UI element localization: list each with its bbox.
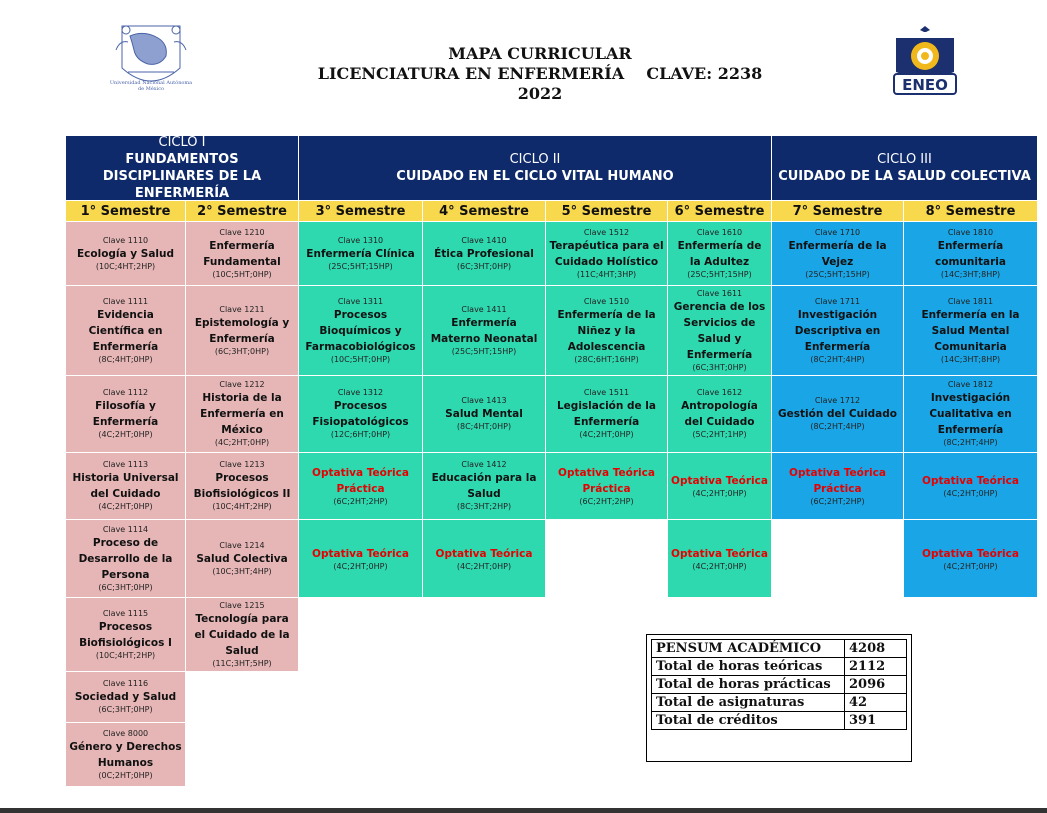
subject-card [423,376,545,452]
subject-credits: (4C;2HT;0HP) [579,430,634,439]
subject-card [66,286,185,375]
pensum-label: Total de horas teóricas [652,658,845,676]
subject-clave: Clave 1413 [461,396,507,405]
pensum-label: PENSUM ACADÉMICO [652,640,845,658]
subject-name: Optativa Teórica Práctica [312,467,409,495]
pensum-value: 42 [845,694,907,712]
semestre-1-header: 1° Semestre [66,201,185,221]
subject-name: Enfermería comunitaria [935,239,1006,268]
subject-card [66,222,185,285]
subject-name: Género y Derechos Humanos [69,740,182,769]
subject-credits: (10C;5HT;0HP) [212,269,272,279]
eneo-logo-label: ENEO [902,76,948,94]
subject-card [186,222,298,285]
subject-credits: (4C;2HT;0HP) [943,561,998,571]
subject-credits: (4C;2HT;0HP) [214,438,270,447]
optativa-card [904,453,1037,519]
subject-name: Enfermería Materno Neonatal [430,316,538,345]
subject-name: Salud Colectiva [196,552,288,565]
ciclo-3-label: CICLO III [877,152,932,167]
subject-card [668,376,771,452]
subject-credits: (6C;3HT;0HP) [98,705,153,714]
subject-card [772,222,903,285]
table-row [652,640,907,658]
subject-card [299,286,422,375]
subject-clave: Clave 1411 [461,304,507,314]
subject-credits: (4C;2HT;0HP) [98,502,153,511]
subject-name: Procesos Fisiopatológicos [312,400,409,428]
subject-credits: (10C;4HT;2HP) [212,502,272,511]
subject-card [772,286,903,375]
subject-clave: Clave 1210 [219,227,265,237]
subject-credits: (8C;3HT;2HP) [456,502,512,511]
subject-clave: Clave 1115 [102,608,149,618]
subject-credits: (5C;2HT;1HP) [692,430,747,439]
subject-name: Investigación Descriptiva en Enfermería [794,308,881,353]
semestre-2-header: 2° Semestre [186,201,298,221]
subject-card [546,376,667,452]
subject-credits: (11C;4HT;3HP) [576,269,637,279]
subject-credits: (28C;6HT;16HP) [574,354,639,364]
semestre-7-header: 7° Semestre [772,201,903,221]
subject-clave: Clave 1311 [337,296,384,306]
subject-name: Procesos Biofisiológicos II [193,472,291,500]
subject-clave: Clave 8000 [102,728,149,738]
table-row [652,676,907,694]
subject-clave: Clave 1710 [814,227,861,237]
subject-clave: Clave 1111 [102,296,149,306]
ciclo-1-label: CICLO I [158,136,206,150]
subject-credits: (25C;5HT;15HP) [687,269,752,279]
subject-card [423,286,545,375]
subject-name: Optativa Teórica [435,547,533,560]
semestre-8-header: 8° Semestre [904,201,1037,221]
subject-clave: Clave 1310 [337,235,384,245]
bottom-divider [0,808,1047,813]
subject-card [186,598,298,671]
subject-credits: (14C;3HT;8HP) [940,354,1001,364]
subject-name: Historia Universal del Cuidado [72,472,179,500]
subject-clave: Clave 1412 [461,460,507,469]
subject-credits: (14C;3HT;8HP) [940,269,1001,279]
pensum-summary [646,634,912,762]
semestre-3-header: 3° Semestre [299,201,422,221]
subject-credits: (6C;2HT;2HP) [810,497,865,506]
subject-credits: (10C;4HT;2HP) [95,261,156,271]
subject-card [546,222,667,285]
subject-name: Proceso de Desarrollo de la Persona [78,536,173,581]
subject-credits: (6C;2HT;2HP) [333,497,388,506]
subject-name: Investigación Cualitativa en Enfermería [929,392,1012,436]
optativa-card [668,520,771,597]
semestre-4-header: 4° Semestre [423,201,545,221]
subject-clave: Clave 1410 [461,235,507,245]
subject-clave: Clave 1110 [102,235,149,245]
subject-name: Filosofía y Enfermería [92,400,159,428]
subject-credits: (25C;5HT;15HP) [328,261,393,271]
semestre-5-header: 5° Semestre [546,201,667,221]
subject-name: Optativa Teórica Práctica [558,467,655,495]
subject-credits: (8C;4HT;0HP) [456,422,512,431]
subject-credits: (4C;2HT;0HP) [98,430,153,439]
optativa-card [299,453,422,519]
subject-clave: Clave 1510 [583,296,630,306]
subject-clave: Clave 1711 [814,296,861,306]
subject-name: Enfermería Fundamental [203,239,281,268]
subject-clave: Clave 1812 [947,380,994,389]
subject-credits: (6C;2HT;2HP) [579,497,634,506]
subject-name: Optativa Teórica [671,547,768,560]
semestre-6-header: 6° Semestre [668,201,771,221]
subject-credits: (10C;4HT;2HP) [95,650,156,660]
subject-credits: (4C;2HT;0HP) [692,489,747,498]
subject-card [904,376,1037,452]
subject-credits: (4C;2HT;0HP) [333,561,388,571]
subject-clave: Clave 1211 [219,304,265,314]
title-line-1: MAPA CURRICULAR [448,44,632,63]
subject-card [668,222,771,285]
subject-credits: (8C;2HT;4HP) [943,438,998,447]
pensum-table [651,639,907,730]
title-line-3: 2022 [517,84,563,103]
subject-clave: Clave 1810 [947,227,994,237]
subject-name: Procesos Bioquímicos y Farmacobiológicos [305,308,416,353]
pensum-label: Total de asignaturas [652,694,845,712]
unam-logo-text: Universidad Nacional Autónoma de México [109,80,193,92]
subject-clave: Clave 1213 [219,460,265,469]
subject-name: Legislación de la Enfermería [556,400,656,428]
subject-name: Enfermería de la Niñez y la Adolescencia [557,308,656,353]
ciclo-1-title: FUNDAMENTOS DISCIPLINARES DE LA ENFERMERÍA [102,152,262,200]
table-row [652,658,907,676]
subject-name: Evidencia Científica en Enfermería [88,308,163,353]
subject-card [546,286,667,375]
subject-card [186,520,298,597]
subject-name: Tecnología para el Cuidado de la Salud [194,612,290,657]
subject-clave: Clave 1511 [583,388,630,397]
subject-clave: Clave 1312 [337,388,384,397]
optativa-card [299,520,422,597]
pensum-value: 2112 [845,658,907,676]
optativa-card [668,453,771,519]
subject-clave: Clave 1612 [696,388,743,397]
subject-credits: (0C;2HT;0HP) [98,770,153,780]
subject-name: Optativa Teórica [671,475,768,487]
subject-clave: Clave 1611 [696,288,743,298]
subject-card [299,222,422,285]
subject-credits: (25C;5HT;15HP) [451,346,517,356]
optativa-card [423,520,545,597]
subject-credits: (8C;2HT;4HP) [810,422,865,431]
subject-name: Enfermería de la Adultez [677,239,762,268]
subject-name: Enfermería en la Salud Mental Comunitaria [921,308,1020,353]
subject-name: Terapéutica para el Cuidado Holístico [549,239,664,268]
subject-clave: Clave 1113 [102,460,149,469]
subject-credits: (11C;3HT;5HP) [212,658,272,668]
ciclo-3-title: CUIDADO DE LA SALUD COLECTIVA [778,169,1031,184]
subject-name: Gestión del Cuidado [778,408,897,420]
subject-name: Enfermería de la Vejez [788,239,887,268]
subject-card [66,598,185,671]
subject-name: Optativa Teórica [922,475,1019,487]
optativa-card [772,453,903,519]
subject-credits: (6C;3HT;0HP) [456,261,512,271]
title-line-2: LICENCIATURA EN ENFERMERÍA CLAVE: 2238 [317,64,763,83]
subject-credits: (8C;2HT;4HP) [810,354,865,364]
optativa-card [546,453,667,519]
subject-card [66,723,185,786]
ciclo-3-header [772,136,1037,200]
subject-credits: (4C;2HT;0HP) [456,561,512,571]
subject-credits: (4C;2HT;0HP) [692,561,747,571]
subject-name: Optativa Teórica Práctica [789,467,886,495]
subject-card [186,286,298,375]
subject-card [904,222,1037,285]
subject-clave: Clave 1215 [219,600,265,610]
subject-name: Historia de la Enfermería en México [200,392,284,436]
subject-credits: (25C;5HT;15HP) [805,269,870,279]
subject-name: Sociedad y Salud [74,691,177,703]
table-row [652,694,907,712]
document-title [300,44,780,104]
subject-clave: Clave 1212 [219,380,265,389]
subject-name: Optativa Teórica [312,547,409,560]
subject-name: Gerencia de los Servicios de Salud y Enfermería [673,300,766,361]
subject-credits: (10C;3HT;4HP) [212,566,272,576]
subject-clave: Clave 1214 [219,540,265,550]
subject-card [186,453,298,519]
subject-credits: (6C;3HT;0HP) [692,362,747,372]
pensum-label: Total de horas prácticas [652,676,845,694]
subject-name: Educación para la Salud [431,472,537,500]
subject-credits: (6C;3HT;0HP) [214,346,270,356]
subject-name: Epistemología y Enfermería [194,316,290,345]
table-row [652,712,907,730]
subject-card [772,376,903,452]
eneo-logo-icon [890,26,960,96]
subject-card [423,453,545,519]
subject-clave: Clave 1712 [814,396,861,405]
subject-credits: (4C;2HT;0HP) [943,489,998,498]
subject-name: Ecología y Salud [76,247,175,260]
subject-clave: Clave 1512 [583,227,630,237]
subject-name: Enfermería Clínica [306,247,415,260]
subject-clave: Clave 1116 [102,679,149,688]
subject-credits: (8C;4HT;0HP) [98,354,153,364]
subject-name: Ética Profesional [434,247,534,260]
subject-clave: Clave 1811 [947,296,994,306]
subject-card [423,222,545,285]
subject-card [66,453,185,519]
pensum-value: 2096 [845,676,907,694]
optativa-card [904,520,1037,597]
subject-card [66,672,185,722]
subject-card [668,286,771,375]
subject-name: Procesos Biofisiológicos I [79,620,172,649]
subject-card [186,376,298,452]
subject-clave: Clave 1610 [696,227,743,237]
ciclo-2-title: CUIDADO EN EL CICLO VITAL HUMANO [396,169,674,184]
subject-credits: (12C;6HT;0HP) [330,430,391,439]
subject-name: Antropología del Cuidado [681,400,758,428]
ciclo-2-label: CICLO II [509,152,561,167]
subject-card [66,520,185,597]
subject-name: Optativa Teórica [922,547,1019,560]
subject-name: Salud Mental [445,408,523,420]
subject-clave: Clave 1114 [102,524,149,534]
subject-card [299,376,422,452]
pensum-label: Total de créditos [652,712,845,730]
pensum-value: 391 [845,712,907,730]
ciclo-1-header [66,136,298,200]
pensum-value: 4208 [845,640,907,658]
subject-credits: (6C;3HT;0HP) [98,582,153,592]
subject-clave: Clave 1112 [102,388,149,397]
ciclo-2-header [299,136,771,200]
subject-card [904,286,1037,375]
subject-card [66,376,185,452]
subject-credits: (10C;5HT;0HP) [330,354,391,364]
